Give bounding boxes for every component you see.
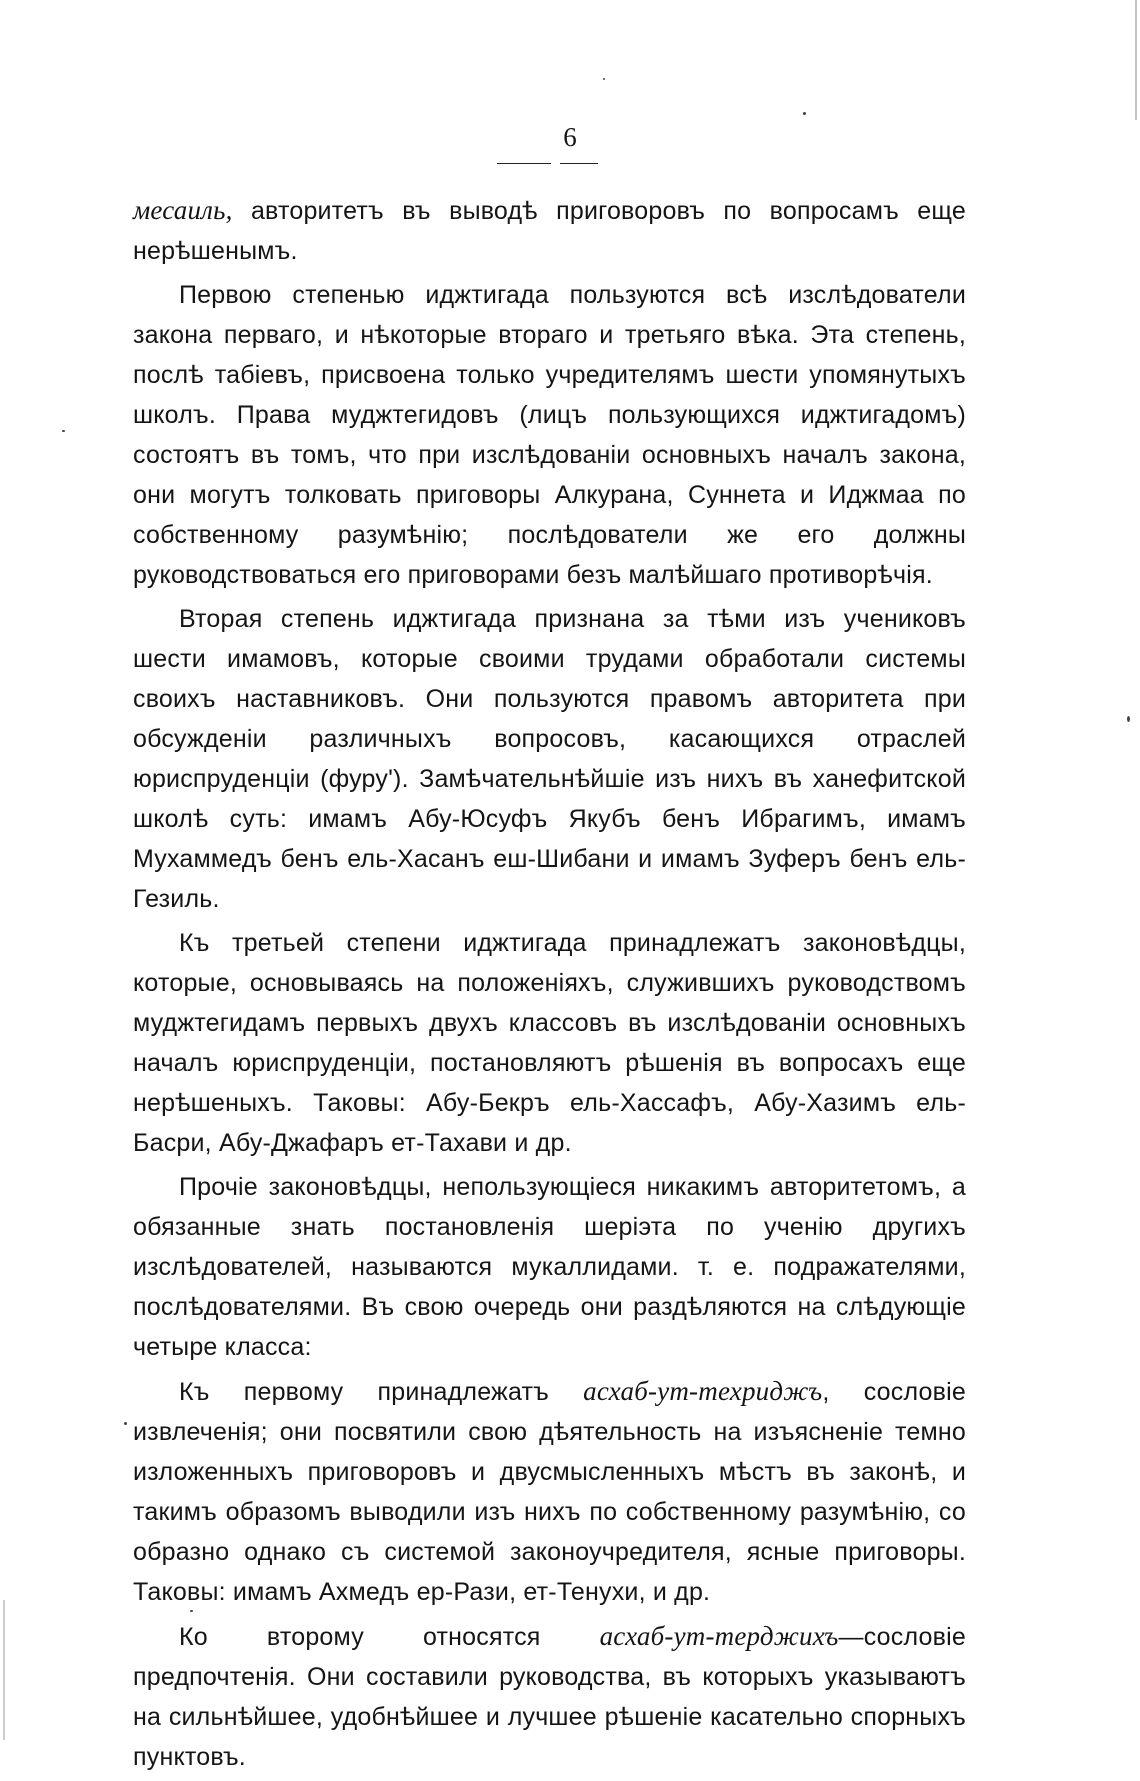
term-mesail: месаиль, <box>133 195 233 225</box>
scan-speck <box>603 78 605 80</box>
scan-speck <box>190 1610 193 1612</box>
paragraph-2: Первою степенью иджтигада пользуются всѣ изслѣдователи закона перваго, и нѣкоторые втораго и третьяго вѣка. Эта степень, послѣ табіевъ, присвоена только учредителямъ шести упомянутыхъ школъ. Права муджтегидовъ (лицъ пользующихся иджтигадомъ) состоятъ въ томъ, что при изслѣдованіи основныхъ началъ закона, они могутъ толковать приговоры Алкурана, Суннета и Иджмаа по собственному разумѣнію; послѣдователи же его должны руководствоваться его приговорами безъ малѣйшаго противорѣчія. <box>133 281 966 589</box>
paragraph-4: Къ третьей степени иджтигада принадлежатъ законовѣдцы, которые, основываясь на положеніяхъ, служившихъ руководствомъ муджтегидамъ первыхъ двухъ классовъ въ изслѣдованіи основныхъ началъ юриспруденціи, постановляютъ рѣшенія въ вопросахъ еще нерѣшеныхъ. Таковы: Абу-Бекръ ель-Хассафъ, Абу-Хазимъ ель-Басри, Абу-Джафаръ ет-Тахави и др. <box>133 929 966 1157</box>
scan-speck <box>62 430 65 432</box>
paragraph-5: Прочіе законовѣдцы, непользующіеся никакимъ авторитетомъ, а обязанные знать постановленія шеріэта по ученію другихъ изслѣдователей, называются мукаллидами. т. е. подражателями, послѣдователями. Въ свою очередь они раздѣляются на слѣдующіе четыре класса: <box>133 1173 966 1361</box>
scan-edge-mark <box>1135 0 1137 120</box>
paragraph-7: Ко второму относятся асхаб-ут-терджихъ—сословіе предпочтенія. Они составили руководства, въ которыхъ указываютъ на сильнѣйшее, удобнѣйшее и лучшее рѣшеніе касательно спорныхъ пунктовъ. <box>133 1621 966 1771</box>
paragraph-6: Къ первому принадлежатъ асхаб-ут-техриджъ, сословіе извлеченія; они посвятили свою дѣятельность на изъясненіе темно изложенныхъ приговоровъ и двусмысленныхъ мѣстъ въ законѣ, и такимъ образомъ выводили изъ нихъ по собственному разумѣнію, со образно однако съ системой законоучредителя, ясные приговоры. Таковы: имамъ Ахмедъ ер-Рази, ет-Тенухи, и др. <box>133 1376 966 1606</box>
body-text <box>133 190 966 1781</box>
header-rule-left <box>497 163 551 164</box>
scan-speck <box>124 1422 127 1425</box>
page-number: 6 <box>563 122 577 152</box>
paragraph-1: месаиль, авторитетъ въ выводѣ приговоровъ по вопросамъ еще нерѣшенымъ. <box>133 195 966 265</box>
header-rule-right <box>560 163 598 164</box>
paragraph-3: Вторая степень иджтигада признана за тѣми изъ учениковъ шести имамовъ, которые своими трудами обработали системы своихъ наставниковъ. Они пользуются правомъ авторитета при обсужденіи различныхъ вопросовъ, касающихся отраслей юриспруденціи (фуру'). Замѣчательнѣйшіе изъ нихъ въ ханефитской школѣ суть: имамъ Абу-Юсуфъ Якубъ бенъ Ибрагимъ, имамъ Мухаммедъ бенъ ель-Хасанъ еш-Шибани и имамъ Зуферъ бенъ ель-Гезиль. <box>133 605 966 913</box>
term-ashab-ut-terdzhih: асхаб-ут-терджихъ <box>599 1621 839 1651</box>
scan-speck <box>803 112 806 115</box>
scan-speck <box>1127 716 1130 722</box>
term-ashab-ut-tehridzh: асхаб-ут-техриджъ <box>583 1376 823 1406</box>
scan-edge-mark <box>3 1600 5 1740</box>
